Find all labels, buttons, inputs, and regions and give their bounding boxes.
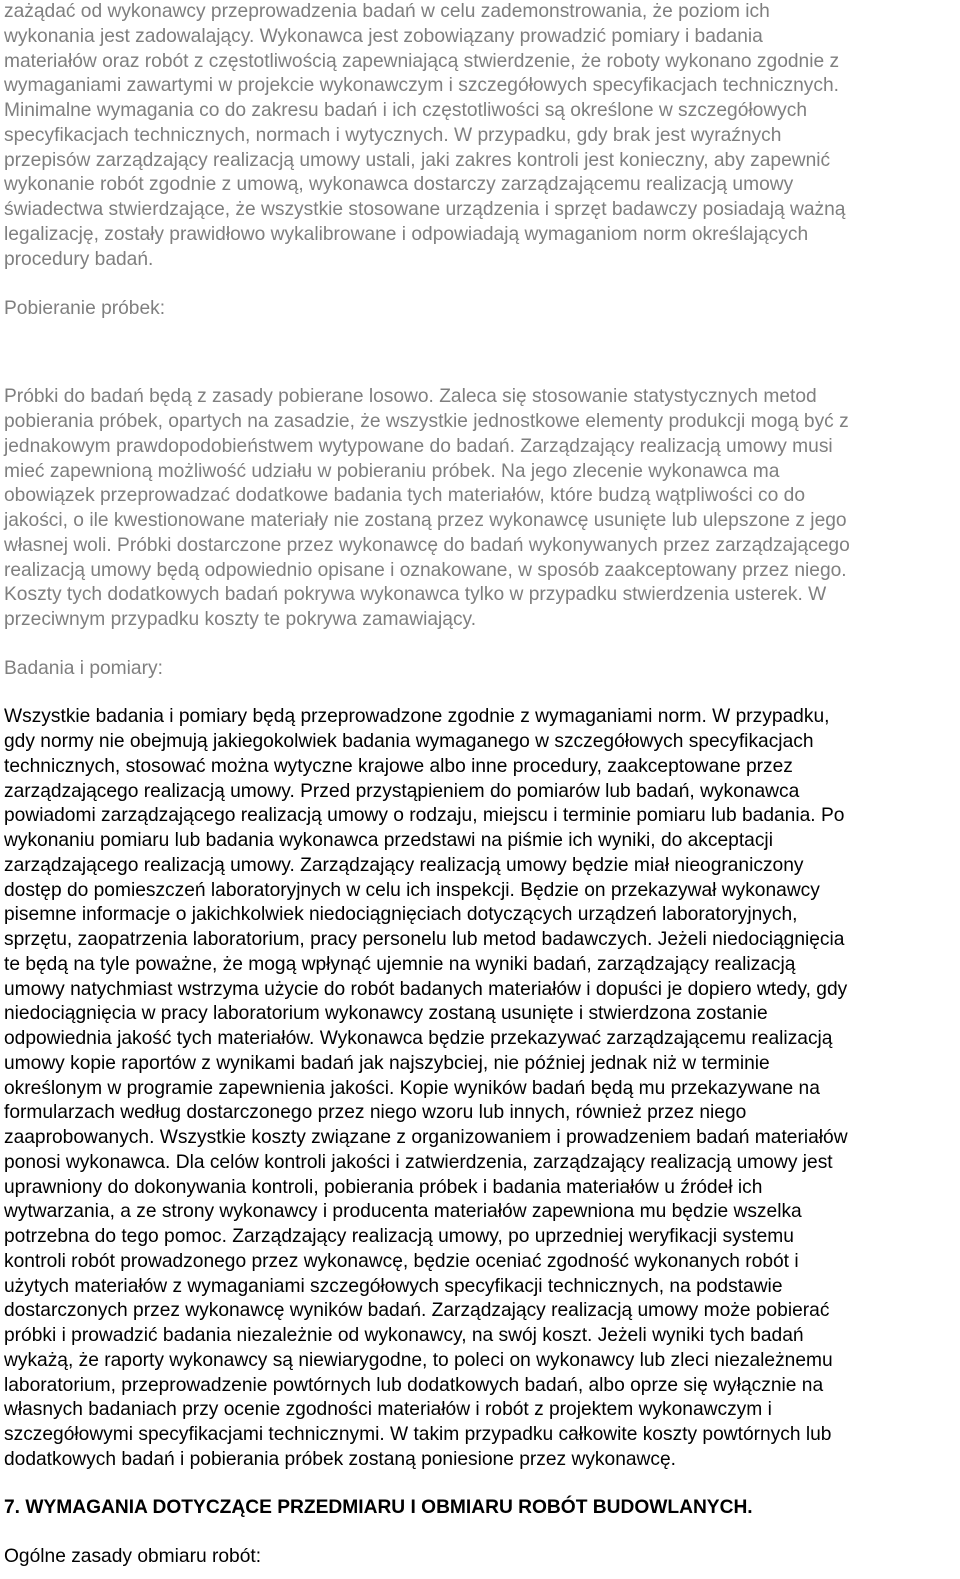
text-line: te będą na tyle poważne, że mogą wpłynąć ujemnie na wyniki badań, zarządzający realizacją — [4, 954, 796, 975]
text-line: laboratorium, przeprowadzenie powtórnych lub dodatkowych badań, albo oprze się wyłącznie na — [4, 1375, 824, 1396]
text-line: dodatkowych badań i pobierania próbek zostaną poniesione przez wykonawcę. — [4, 1449, 676, 1470]
section-heading-sampling: Pobieranie próbek: — [4, 298, 166, 319]
text-line: określonym w programie zapewnienia jakości. Kopie wyników badań będą mu przekazywane na — [4, 1078, 820, 1099]
text-line: wykonania jest zadowalający. Wykonawca jest zobowiązany prowadzić pomiary i badania — [4, 26, 763, 47]
text-line: specyfikacjach technicznych, normach i wytycznych. W przypadku, gdy brak jest wyraźnych — [4, 125, 782, 146]
text-line: formularzach według dostarczonego przez niego wzoru lub innych, również przez niego — [4, 1102, 747, 1123]
chapter-heading: 7. WYMAGANIA DOTYCZĄCE PRZEDMIARU I OBMIARU ROBÓT BUDOWLANYCH. — [4, 1497, 753, 1518]
text-line: realizacją umowy będą odpowiednio opisane i oznakowane, w sposób zaakceptowany przez niego. — [4, 560, 847, 581]
text-line: wytwarzania, a ze strony wykonawcy i producenta materiałów zapewniona mu będzie wszelka — [4, 1201, 802, 1222]
text-line: wykonanie robót zgodnie z umową, wykonawca dostarczy zarządzającemu realizacją umowy — [4, 174, 794, 195]
text-line: dostarczonych przez wykonawcę wyników badań. Zarządzający realizacją umowy może pobierać — [4, 1300, 830, 1321]
text-line: wykażą, że raporty wykonawcy są niewiarygodne, to poleci on wykonawcy lub zleci niezależnemu — [4, 1350, 833, 1371]
text-line: gdy normy nie obejmują jakiegokolwiek badania wymaganego w szczegółowych specyfikacjach — [4, 731, 814, 752]
text-line: technicznych, stosować można wytyczne krajowe albo inne procedury, zaakceptowane przez — [4, 756, 793, 777]
text-line: przeciwnym przypadku koszty te pokrywa zamawiający. — [4, 609, 477, 630]
subsection-heading-measurement: Ogólne zasady obmiaru robót: — [4, 1546, 262, 1567]
text-line: świadectwa stwierdzające, że wszystkie stosowane urządzenia i sprzęt badawczy posiadają ważną — [4, 199, 846, 220]
text-line: własnej woli. Próbki dostarczone przez wykonawcę do badań wykonywanych przez zarządzającego — [4, 535, 850, 556]
text-line: Próbki do badań będą z zasady pobierane losowo. Zaleca się stosowanie statystycznych metod — [4, 386, 817, 407]
text-line: dostęp do pomieszczeń laboratoryjnych w celu ich inspekcji. Będzie on przekazywał wykonawcy — [4, 880, 820, 901]
text-line: Koszty tych dodatkowych badań pokrywa wykonawca tylko w przypadku stwierdzenia usterek. W — [4, 584, 827, 605]
text-line: umowy kopie raportów z wynikami badań jak najszybciej, nie później jednak niż w terminie — [4, 1053, 770, 1074]
text-line: zaaprobowanych. Wszystkie koszty związane z organizowaniem i prowadzeniem badań materiałów — [4, 1127, 848, 1148]
section-heading-tests: Badania i pomiary: — [4, 658, 163, 679]
text-line: ponosi wykonawca. Dla celów kontroli jakości i zatwierdzenia, zarządzający realizacją umowy jest — [4, 1152, 833, 1173]
text-line: próbki i prowadzić badania niezależnie od wykonawcy, na swój koszt. Jeżeli wyniki tych badań — [4, 1325, 804, 1346]
text-line: niedociągnięcia w pracy laboratorium wykonawcy zostaną usunięte i stwierdzona zostanie — [4, 1003, 768, 1024]
text-line: Minimalne wymagania co do zakresu badań i ich częstotliwości są określone w szczegółowych — [4, 100, 808, 121]
text-line: legalizację, zostały prawidłowo wykalibrowane i odpowiadają wymaganiom norm określających — [4, 224, 809, 245]
text-line: powiadomi zarządzającego realizacją umowy o rodzaju, miejscu i terminie pomiaru lub badania. Po — [4, 805, 845, 826]
text-line: pobierania próbek, opartych na zasadzie, że wszystkie jednostkowe elementy produkcji mogą być z — [4, 411, 849, 432]
text-line: przepisów zarządzający realizacją umowy ustali, jaki zakres kontroli jest konieczny, aby zapewnić — [4, 150, 831, 171]
text-line: kontroli robót prowadzonego przez wykonawcę, będzie oceniać zgodność wykonanych robót i — [4, 1251, 799, 1272]
text-line: zarządzającego realizacją umowy. Przed przystąpieniem do pomiarów lub badań, wykonawca — [4, 781, 800, 802]
text-line: mieć zapewnioną możliwość udziału w pobieraniu próbek. Na jego zlecenie wykonawca ma — [4, 461, 780, 482]
text-line: sprzętu, zaopatrzenia laboratorium, pracy personelu lub metod badawczych. Jeżeli niedociągnięcia — [4, 929, 845, 950]
text-line: użytych materiałów z wymaganiami szczegółowych specyfikacji technicznych, na podstawie — [4, 1276, 783, 1297]
text-line: wykonaniu pomiaru lub badania wykonawca przedstawi na piśmie ich wyniki, do akceptacji — [4, 830, 773, 851]
text-line: potrzebna do tego pomoc. Zarządzający realizacją umowy, po uprzedniej weryfikacji systemu — [4, 1226, 794, 1247]
text-line: odpowiednia jakość tych materiałów. Wykonawca będzie przekazywać zarządzającemu realizacją — [4, 1028, 833, 1049]
text-line: zarządzającego realizacją umowy. Zarządzający realizacją umowy będzie miał nieograniczony — [4, 855, 804, 876]
text-line: Wszystkie badania i pomiary będą przeprowadzone zgodnie z wymaganiami norm. W przypadku, — [4, 706, 830, 727]
text-line: uprawniony do dokonywania kontroli, pobierania próbek i badania materiałów u źródeł ich — [4, 1177, 763, 1198]
text-line: pisemne informacje o jakichkolwiek niedociągnięciach dotyczących urządzeń laboratoryjnych, — [4, 904, 798, 925]
text-line: jakości, o ile kwestionowane materiały nie zostaną przez wykonawcę usunięte lub ulepszone z jego — [4, 510, 847, 531]
text-line: szczegółowymi specyfikacjami technicznymi. W takim przypadku całkowite koszty powtórnych lub — [4, 1424, 832, 1445]
text-line: obowiązek przeprowadzać dodatkowe badania tych materiałów, które budzą wątpliwości co do — [4, 485, 805, 506]
text-line: materiałów oraz robót z częstotliwością zapewniającą stwierdzenie, że roboty wykonano zgodnie z — [4, 51, 840, 72]
text-line: umowy natychmiast wstrzyma użycie do robót badanych materiałów i dopuści je dopiero wtedy, gdy — [4, 979, 848, 1000]
text-line: jednakowym prawdopodobieństwem wytypowane do badań. Zarządzający realizacją umowy musi — [4, 436, 833, 457]
text-line: wymaganiami zawartymi w projekcie wykonawczym i szczegółowych specyfikacjach technicznych. — [4, 75, 839, 96]
text-line: zażądać od wykonawcy przeprowadzenia badań w celu zademonstrowania, że poziom ich — [4, 1, 770, 22]
text-line: własnych badaniach przy ocenie zgodności materiałów i robót z projektem wykonawczym i — [4, 1399, 772, 1420]
text-line: procedury badań. — [4, 249, 154, 270]
